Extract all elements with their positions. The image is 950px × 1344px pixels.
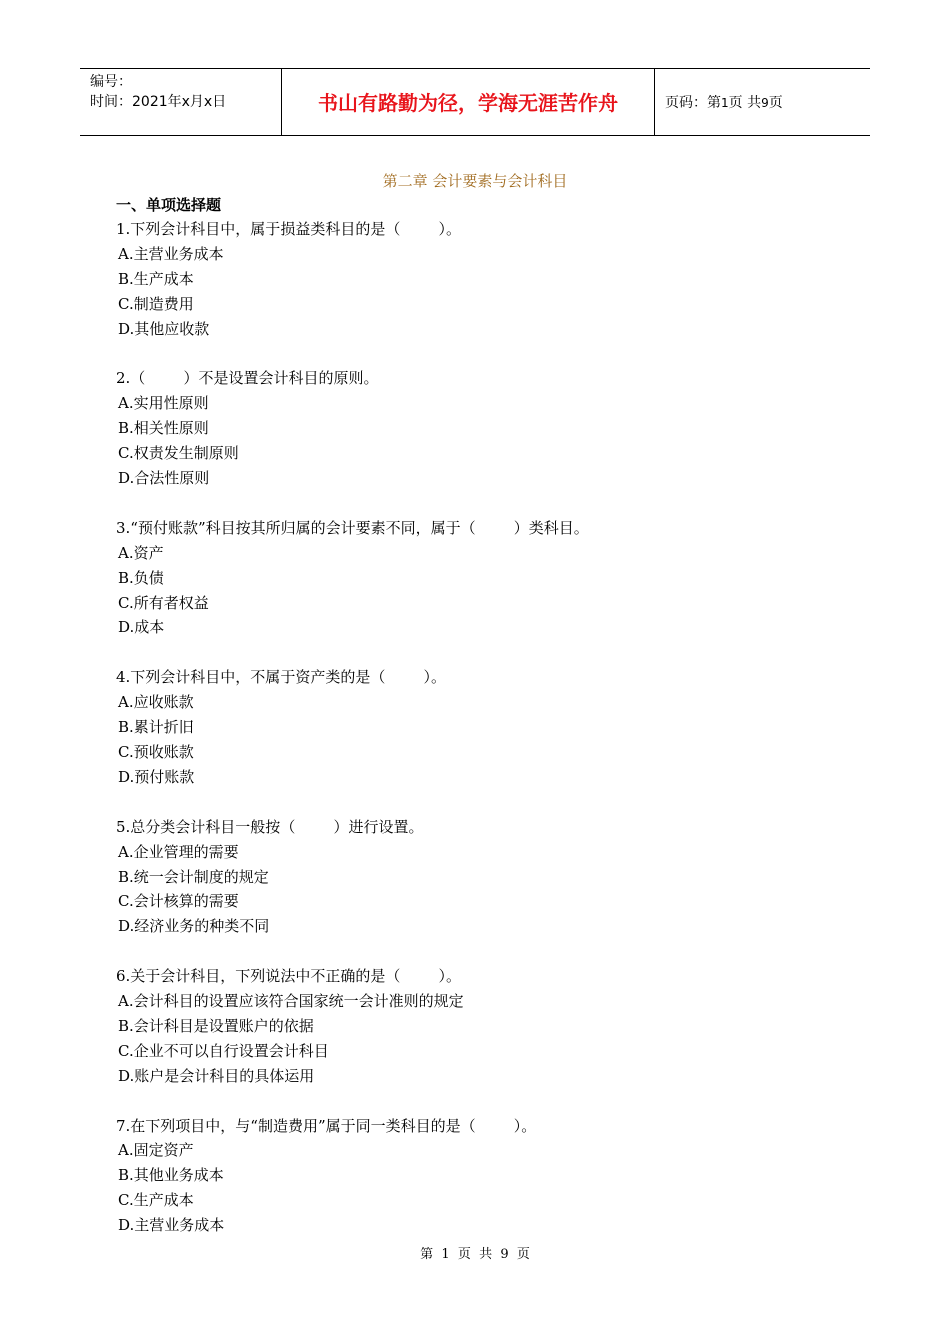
option-d: D.其他应收款 bbox=[118, 319, 210, 338]
header-motto: 书山有路勤为径，学海无涯苦作舟 bbox=[318, 91, 618, 115]
option-a: A.主营业务成本 bbox=[118, 244, 224, 263]
option-c: C.会计核算的需要 bbox=[118, 892, 239, 911]
question-stem: 4.下列会计科目中，不属于资产类的是（ ）。 bbox=[116, 668, 446, 687]
question-5 bbox=[116, 815, 876, 940]
question-7 bbox=[116, 1114, 876, 1239]
option-c: C.所有者权益 bbox=[118, 593, 209, 612]
option-b: B.其他业务成本 bbox=[118, 1166, 224, 1185]
option-b: B.相关性原则 bbox=[118, 419, 209, 438]
option-b: B.累计折旧 bbox=[118, 718, 194, 737]
question-1 bbox=[116, 217, 876, 342]
option-c: C.生产成本 bbox=[118, 1191, 194, 1210]
option-a: A.应收账款 bbox=[118, 693, 194, 712]
question-6 bbox=[116, 964, 876, 1089]
page-total: 9 bbox=[761, 96, 769, 110]
question-stem: 7.在下列项目中，与“制造费用”属于同一类科目的是（ ）。 bbox=[116, 1116, 537, 1135]
question-stem: 6.关于会计科目，下列说法中不正确的是（ ）。 bbox=[116, 967, 461, 986]
option-b: B.统一会计制度的规定 bbox=[118, 867, 269, 886]
number-label: 编号： bbox=[90, 74, 132, 90]
question-stem: 5.总分类会计科目一般按（ ）进行设置。 bbox=[116, 817, 424, 836]
time-label: 时间：2021年x月x日 bbox=[90, 94, 227, 110]
option-b: B.会计科目是设置账户的依据 bbox=[118, 1016, 314, 1035]
option-b: B.负债 bbox=[118, 568, 164, 587]
option-d: D.合法性原则 bbox=[118, 469, 210, 488]
question-2 bbox=[116, 366, 876, 491]
page-current: 1 bbox=[721, 96, 729, 110]
option-d: D.成本 bbox=[118, 618, 165, 637]
option-d: D.主营业务成本 bbox=[118, 1216, 225, 1235]
option-c: C.企业不可以自行设置会计科目 bbox=[118, 1041, 329, 1060]
option-c: C.制造费用 bbox=[118, 294, 194, 313]
option-a: A.实用性原则 bbox=[118, 394, 209, 413]
question-stem: 1.下列会计科目中，属于损益类科目的是（ ）。 bbox=[116, 220, 461, 238]
document-header bbox=[80, 68, 870, 136]
option-a: A.固定资产 bbox=[118, 1141, 194, 1160]
header-divider bbox=[654, 69, 655, 135]
question-4 bbox=[116, 665, 876, 790]
option-c: C.预收账款 bbox=[118, 742, 194, 761]
option-d: D.账户是会计科目的具体运用 bbox=[118, 1066, 315, 1085]
question-list bbox=[116, 217, 876, 1263]
question-stem: 2.（ ）不是设置会计科目的原则。 bbox=[116, 369, 379, 388]
page-mid: 页 共 bbox=[728, 95, 762, 111]
page-footer: 第 1 页 共 9 页 bbox=[420, 1247, 530, 1262]
question-stem: 3.“预付账款”科目按其所归属的会计要素不同，属于（ ）类科目。 bbox=[116, 518, 589, 537]
option-d: D.经济业务的种类不同 bbox=[118, 917, 270, 936]
header-page-info bbox=[665, 93, 783, 113]
page-suffix: 页 bbox=[768, 95, 783, 111]
question-3 bbox=[116, 516, 876, 641]
option-d: D.预付账款 bbox=[118, 767, 195, 786]
option-c: C.权责发生制原则 bbox=[118, 444, 239, 463]
chapter-title: 第二章 会计要素与会计科目 bbox=[382, 172, 568, 190]
option-a: A.资产 bbox=[118, 543, 164, 562]
option-a: A.企业管理的需要 bbox=[118, 842, 239, 861]
page-prefix: 页码：第 bbox=[665, 95, 721, 111]
section-title: 一、单项选择题 bbox=[116, 196, 222, 214]
option-a: A.会计科目的设置应该符合国家统一会计准则的规定 bbox=[118, 992, 464, 1011]
option-b: B.生产成本 bbox=[118, 269, 194, 288]
header-meta bbox=[90, 72, 226, 112]
